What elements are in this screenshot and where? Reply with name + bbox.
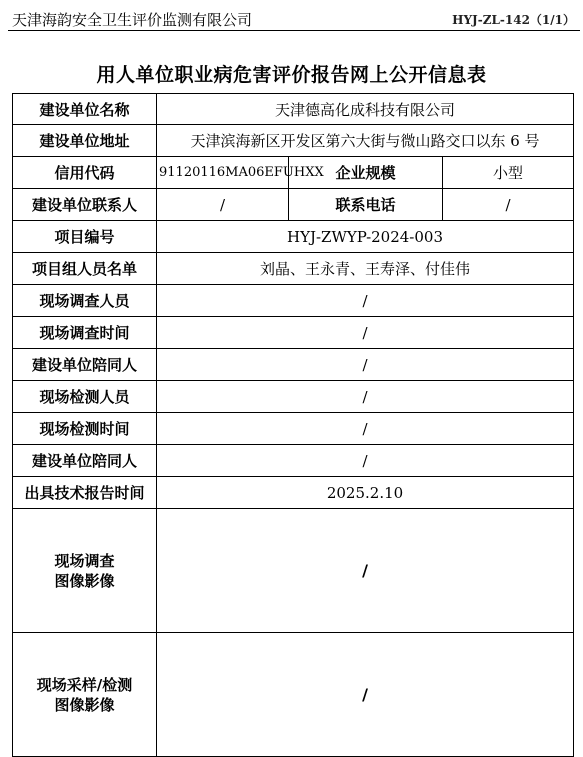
sampling-images-label-line2: 图像影像 [54,695,115,714]
survey-images-label-line1: 现场调查 [54,551,115,570]
sampling-images-value: / [157,633,574,757]
contact-phone-label: 联系电话 [289,189,443,221]
table-row [13,125,574,157]
contact-person-value: / [157,189,289,221]
credit-code-label: 信用代码 [13,157,157,189]
table-row [13,285,574,317]
enterprise-scale-value: 小型 [443,157,574,189]
survey-staff-label: 现场调查人员 [13,285,157,317]
table-row [13,445,574,477]
table-row [13,349,574,381]
test-staff-label: 现场检测人员 [13,381,157,413]
table-row [13,633,574,757]
test-escort-value: / [157,445,574,477]
survey-time-label: 现场调查时间 [13,317,157,349]
survey-images-label [13,509,157,633]
table-row [13,317,574,349]
survey-images-value: / [157,509,574,633]
table-row [13,221,574,253]
table-row [13,413,574,445]
test-staff-value: / [157,381,574,413]
header-divider [8,30,580,31]
header-document-code: HYJ-ZL-142（1/1） [452,13,575,27]
table-row [13,477,574,509]
contact-person-label: 建设单位联系人 [13,189,157,221]
sampling-images-label-line1: 现场采样/检测 [36,675,133,694]
header-organization: 天津海韵安全卫生评价监测有限公司 [12,11,253,29]
unit-address-value: 天津滨海新区开发区第六大街与微山路交口以东 6 号 [157,125,574,157]
table-row [13,253,574,285]
team-members-label: 项目组人员名单 [13,253,157,285]
team-members-value: 刘晶、王永青、王寿泽、付佳伟 [157,253,574,285]
contact-phone-value: / [443,189,574,221]
project-no-label: 项目编号 [13,221,157,253]
project-no-value: HYJ-ZWYP-2024-003 [157,221,574,253]
credit-code-value: 91120116MA06EFUHXX [157,157,289,189]
survey-images-label-line2: 图像影像 [54,571,115,590]
test-time-label: 现场检测时间 [13,413,157,445]
survey-time-value: / [157,317,574,349]
page-title: 用人单位职业病危害评价报告网上公开信息表 [96,64,487,86]
enterprise-scale-label: 企业规模 [289,157,443,189]
table-row [13,157,574,189]
test-time-value: / [157,413,574,445]
table-row [13,509,574,633]
survey-escort-value: / [157,349,574,381]
test-escort-label: 建设单位陪同人 [13,445,157,477]
unit-address-label: 建设单位地址 [13,125,157,157]
table-row [13,381,574,413]
report-time-label: 出具技术报告时间 [13,477,157,509]
survey-staff-value: / [157,285,574,317]
unit-name-value: 天津德高化成科技有限公司 [157,94,574,125]
table-row [13,189,574,221]
report-time-value: 2025.2.10 [157,477,574,509]
survey-escort-label: 建设单位陪同人 [13,349,157,381]
unit-name-label: 建设单位名称 [13,94,157,125]
sampling-images-label [13,633,157,757]
table-row [13,94,574,125]
info-table [12,93,574,757]
